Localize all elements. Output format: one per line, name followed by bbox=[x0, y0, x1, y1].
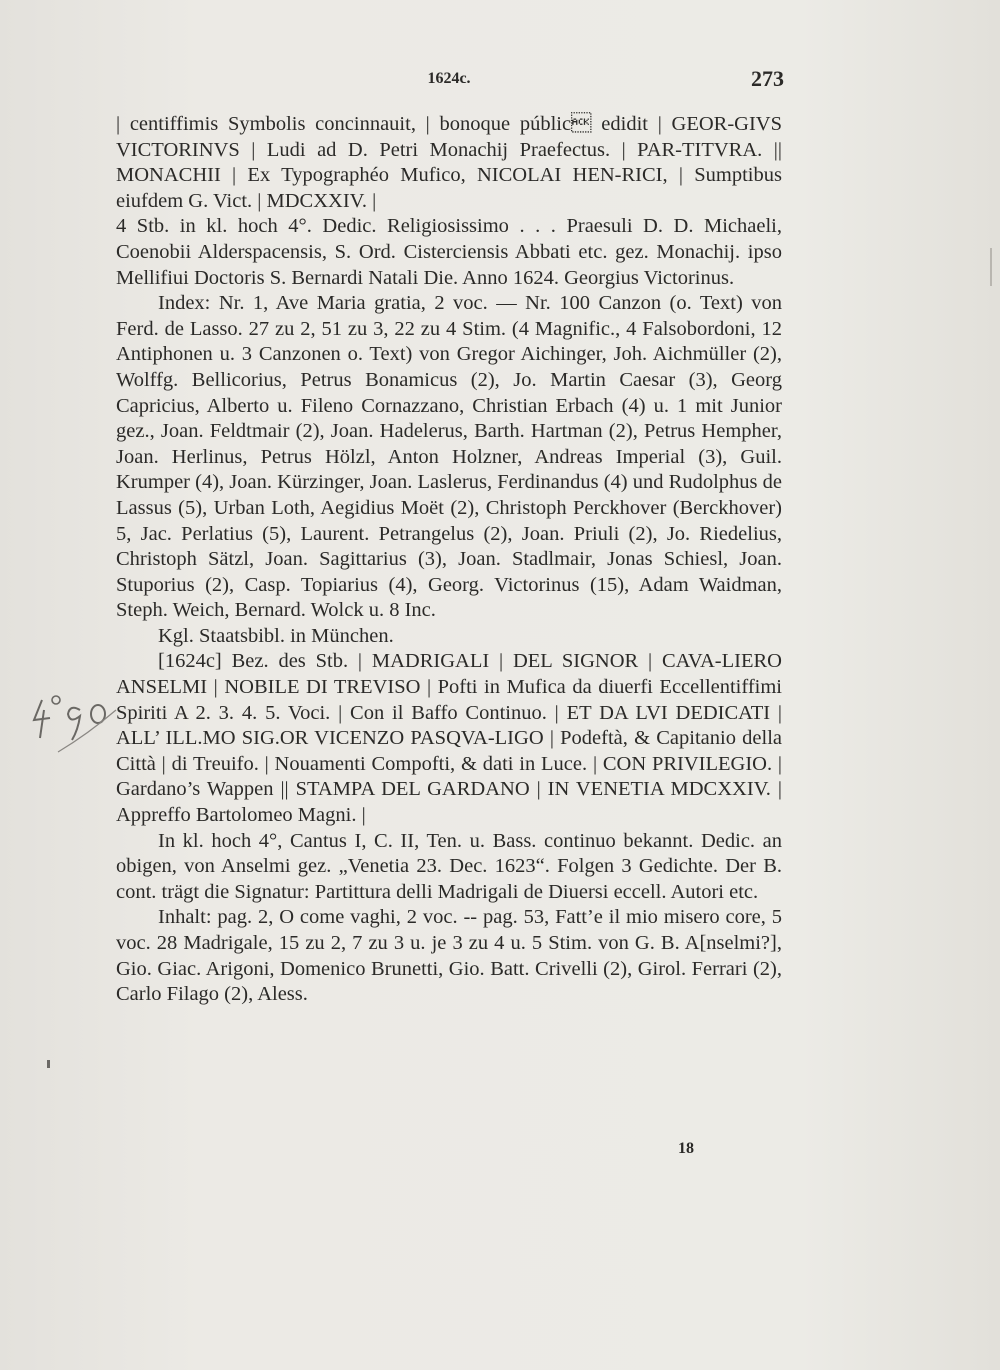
paragraph-library: Kgl. Staatsbibl. in München. bbox=[158, 624, 394, 647]
page-header bbox=[114, 66, 784, 96]
margin-mark bbox=[990, 248, 992, 286]
handwritten-note-drawing bbox=[30, 690, 120, 760]
paragraph-description: 4 Stb. in kl. hoch 4°. Dedic. Religiosissimo . . . Praesuli D. D. Michaeli, Coenobii Alderspacensis, S. Ord. Cisterciensis Abbati etc. gez. Monachij. ipso Mellifiui Doctoris S. Bernardi Natali Die. Anno 1624. Georgius Victorinus. bbox=[116, 215, 782, 289]
margin-dot bbox=[47, 1060, 50, 1068]
page-number: 273 bbox=[751, 66, 784, 91]
handwritten-margin-note bbox=[30, 690, 120, 760]
paragraph-entry-1624c: [1624c] Bez. des Stb. | MADRIGALI | DEL SIGNOR | CAVA-LIERO ANSELMI | NOBILE DI TREVISO | Pofti in Mufica da diuerfi Eccellentiffimi Spiriti A 2. 3. 4. 5. Voci. | Con il Baffo Continuo. | ET DA LVI DEDICATI | ALL’ ILL.MO SIG.OR VICENZO PASQVA-LIGO | Podeftà, & Capitanio della Città | di Treuifo. | Nouamenti Compofti, & dati in Luce. | CON PRIVILEGIO. | Gardano’s Wappen || STAMPA DEL GARDANO | IN VENETIA MDCXXIV. | Appreffo Bartolomeo Magni. | bbox=[116, 650, 782, 827]
paragraph-index: Index: Nr. 1, Ave Maria gratia, 2 voc. — Nr. 100 Canzon (o. Text) von Ferd. de Lasso. 27 zu 2, 51 zu 3, 22 zu 4 Stim. (4 Magnific., 4 Falsobordoni, 12 Antiphonen u. 3 Canzonen o. Text) von Gregor Aichinger, Joh. Aichmüller (2), Wolffg. Bellicorius, Petrus Bonamicus (2), Jo. Martin Caesar (3), Georg Capricius, Alberto u. Fileno Cornazzano, Christian Erbach (4) u. 1 mit Junior gez., Joan. Feldtmair (2), Joan. Hadelerus, Barth. Hartman (2), Petrus Hempher, Joan. Herlinus, Petrus Hölzl, Anton Holzner, Andreas Imperial (3), Guil. Krumper (4), Joan. Kürzinger, Joan. Laslerus, Ferdinandus (4) und Rudolphus de Lassus (5), Urban Loth, Aegidius Moët (2), Christoph Perckhover (Berckhover) 5, Jac. Perlatius (5), Laurent. Petrangelus (2), Joan. Priuli (2), Jo. Riedelius, Christoph Sätzl, Joan. Sagittarius (3), Joan. Stadlmair, Jonas Schiesl, Joan. Stuporius (2), Casp. Topiarius (4), Georg. Victorinus (15), Adam Waidman, Steph. Weich, Bernard. Wolck u. 8 Inc. bbox=[116, 292, 782, 622]
paragraph-title-continuation: | centiffimis Symbolis concinnauit, | bonoque públic edidit | GEOR-GIVS VICTORINVS | Ludi ad D. Petri Monachij Praefectus. | PAR-TITVRA. || MONACHII | Ex Typographéo Mufico, NICOLAI HEN-RICI, | Sumptibus eiufdem G. Vict. | MDCXXIV. | bbox=[116, 113, 782, 212]
signature-mark: 18 bbox=[678, 1140, 694, 1157]
body-text bbox=[116, 112, 782, 1008]
running-head: 1624c. bbox=[427, 70, 471, 87]
paragraph-contents: Inhalt: pag. 2, O come vaghi, 2 voc. -- pag. 53, Fatt’e il mio misero core, 5 voc. 28 Madrigale, 15 zu 2, 7 zu 3 u. je 3 zu 4 u. 5 Stim. von G. B. A[nselmi?], Gio. Giac. Arigoni, Domenico Brunetti, Gio. Batt. Crivelli (2), Girol. Ferrari (2), Carlo Filago (2), Aless. bbox=[116, 906, 782, 1006]
paragraph-format: In kl. hoch 4°, Cantus I, C. II, Ten. u. Bass. continuo bekannt. Dedic. an obigen, von Anselmi gez. „Venetia 23. Dec. 1623“. Folgen 3 Gedichte. Der B. cont. trägt die Signatur: Partittura delli Madrigali de Diuersi eccell. Autori etc. bbox=[116, 829, 782, 903]
